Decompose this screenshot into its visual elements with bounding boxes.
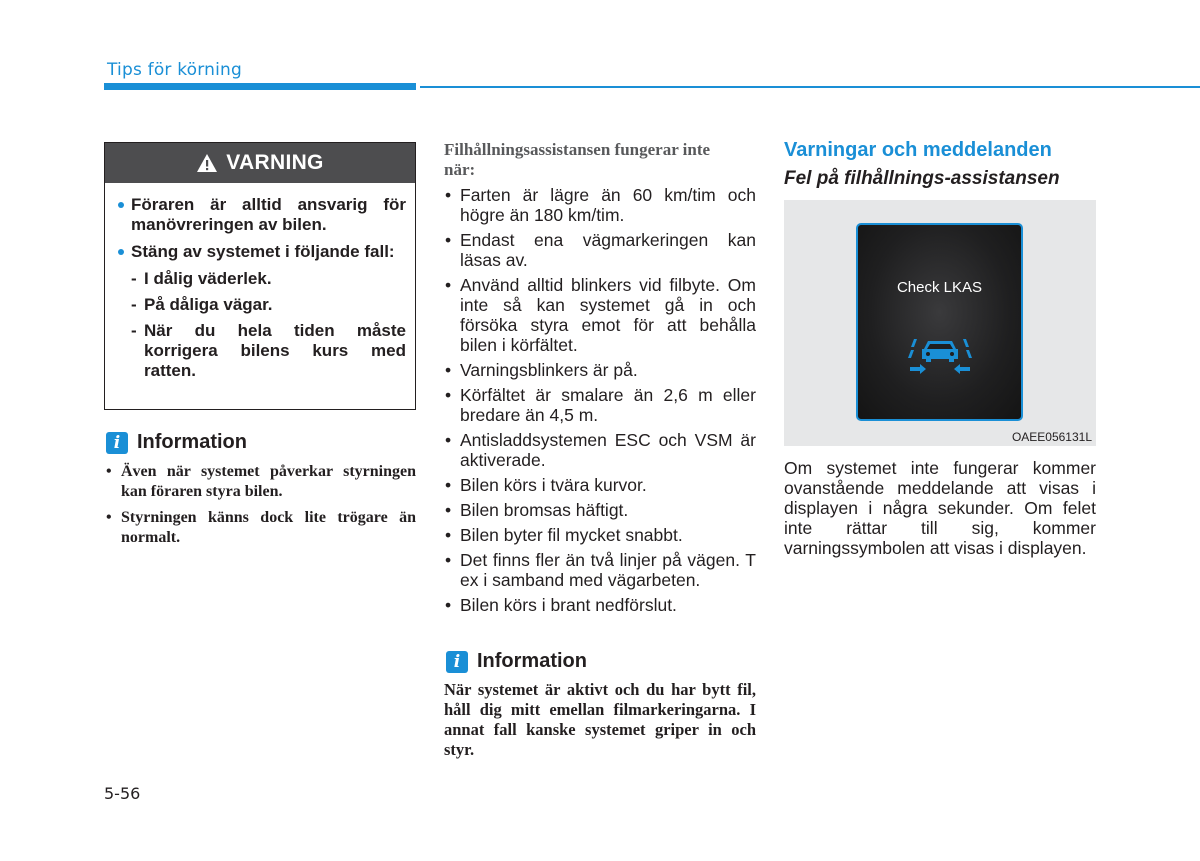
list-item: • Bilen bromsas häftigt. [444,500,756,520]
list-item: • Använd alltid blinkers vid filbyte. Om inte så kan systemet gå in och försöka styra emot för att behålla bilen i körfältet. [444,275,756,355]
list-item: • Varningsblinkers är på. [444,360,756,380]
list-item: • Endast ena vägmarkeringen kan läsas av. [444,230,756,270]
header-rule-thin [420,86,1200,88]
warning-bullet: Föraren är alltid ansvarig för manövreringen av bilen. [117,195,406,235]
warning-box [104,142,416,410]
list-item: • Bilen byter fil mycket snabbt. [444,525,756,545]
warning-dash-item: - När du hela tiden måste korrigera bilens kurs med ratten. [131,321,406,380]
page-number: 5-56 [104,784,141,803]
list-item: • Bilen körs i tvära kurvor. [444,475,756,495]
lane-keeping-warning-icon [908,335,972,375]
mid-heading: Filhållningsassistansen fungerar inte när: [444,140,711,179]
warning-triangle-icon [196,153,218,173]
right-heading: Varningar och meddelanden [784,139,1052,161]
list-item: • Styrningen känns dock lite trögare än normalt. [104,508,416,548]
info-text-mid: När systemet är aktivt och du har bytt fil, håll dig mitt emellan filmarkeringarna. I annat fall kanske systemet griper in och styr. [444,680,756,759]
info-icon: i [446,651,468,673]
list-item: • Bilen körs i brant nedförslut. [444,595,756,615]
info-list-left [104,462,416,554]
display-message: Check LKAS [896,279,983,296]
cluster-display [856,223,1023,421]
list-item: • Farten är lägre än 60 km/tim och högre än 180 km/tim. [444,185,756,225]
info-title: Information [137,431,247,453]
warning-header [105,143,415,183]
list-item: • Även när systemet påverkar styrningen kan föraren styra bilen. [104,462,416,502]
info-icon: i [106,432,128,454]
cluster-figure [784,200,1096,446]
list-item: • Körfältet är smalare än 2,6 m eller bredare än 4,5 m. [444,385,756,425]
list-item: • Antisladdsystemen ESC och VSM är aktiverade. [444,430,756,470]
right-subheading: Fel på filhållnings-assistansen [784,168,1060,189]
warning-dash-text: På dåliga vägar. [144,295,273,314]
condition-list [444,185,756,620]
warning-dash-item: - I dålig väderlek. [131,269,272,288]
info-heading-left [106,431,247,454]
info-heading-mid [446,650,587,673]
warning-dash-item: - På dåliga vägar. [131,295,273,314]
list-item: • Det finns fler än två linjer på vägen. T ex i samband med vägarbeten. [444,550,756,590]
section-title: Tips för körning [107,60,243,80]
warning-dash-text: När du hela tiden måste korrigera bilens kurs med ratten. [144,321,406,380]
warning-dash-text: I dålig väderlek. [144,269,272,288]
right-paragraph: Om systemet inte fungerar kommer ovanstående meddelande att visas i displayen i några sekunder. Om felet inte rättar till sig, kommer varningssymbolen att visas i displayen. [784,458,1096,558]
warning-body [105,183,415,381]
figure-code: OAEE056131L [1011,430,1092,444]
warning-bullet: Stäng av systemet i följande fall: [117,242,406,262]
warning-title: VARNING [226,151,324,174]
header-rule-thick [104,83,416,90]
info-title: Information [477,650,587,672]
